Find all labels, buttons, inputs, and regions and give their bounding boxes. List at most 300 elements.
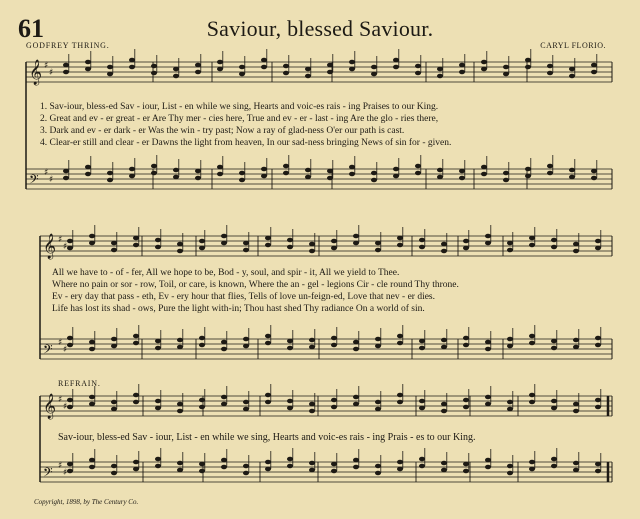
note-head xyxy=(463,398,469,403)
note-head xyxy=(331,336,337,341)
note-head xyxy=(287,245,293,250)
note-head xyxy=(265,467,271,472)
note-head xyxy=(305,175,311,180)
note-head xyxy=(503,65,509,70)
note-head xyxy=(133,400,139,405)
copyright-notice: Copyright, 1898, by The Century Co. xyxy=(34,498,139,506)
sharp-icon: ♯ xyxy=(58,338,63,348)
note-head xyxy=(283,71,289,76)
note-head xyxy=(309,461,315,466)
refrain-label: REFRAIN. xyxy=(58,379,101,388)
note-head xyxy=(261,65,267,70)
note-head xyxy=(397,467,403,472)
note-head xyxy=(283,64,289,69)
note-head xyxy=(133,236,139,241)
note-head xyxy=(485,340,491,345)
note-head xyxy=(195,63,201,68)
note-head xyxy=(243,248,249,253)
note-head xyxy=(309,338,315,343)
note-head xyxy=(507,471,513,476)
note-head xyxy=(397,341,403,346)
note-head xyxy=(265,393,271,398)
note-head xyxy=(111,241,117,246)
note-head xyxy=(507,248,513,253)
treble-clef-icon: 𝄞 xyxy=(43,234,57,259)
note-head xyxy=(419,464,425,469)
note-head xyxy=(595,246,601,251)
note-head xyxy=(155,339,161,344)
note-head xyxy=(529,341,535,346)
note-head xyxy=(133,243,139,248)
note-head xyxy=(287,399,293,404)
sharp-icon: ♯ xyxy=(63,468,68,478)
note-head xyxy=(195,169,201,174)
note-head xyxy=(371,65,377,70)
note-head xyxy=(353,395,359,400)
note-head xyxy=(481,60,487,65)
verse-line-1: 1. Sav-iour, bless-ed Sav - iour, List - en while we sing, Hearts and voic-es rais - ing Praises to our King. xyxy=(40,102,439,112)
note-head xyxy=(437,67,443,72)
note-head xyxy=(199,239,205,244)
note-head xyxy=(463,343,469,348)
sharp-icon: ♯ xyxy=(49,175,54,185)
note-head xyxy=(463,239,469,244)
note-head xyxy=(217,67,223,72)
note-head xyxy=(595,405,601,410)
note-head xyxy=(397,236,403,241)
note-head xyxy=(309,402,315,407)
note-head xyxy=(595,398,601,403)
note-head xyxy=(459,176,465,181)
note-head xyxy=(463,246,469,251)
note-head xyxy=(349,60,355,65)
note-head xyxy=(177,461,183,466)
note-head xyxy=(239,171,245,176)
note-head xyxy=(221,402,227,407)
note-head xyxy=(89,241,95,246)
sharp-icon: ♯ xyxy=(44,168,49,178)
note-head xyxy=(463,336,469,341)
note-head xyxy=(573,242,579,247)
note-head xyxy=(327,169,333,174)
note-head xyxy=(591,70,597,75)
note-head xyxy=(463,462,469,467)
note-head xyxy=(89,340,95,345)
note-head xyxy=(287,464,293,469)
author-credit: GODFREY THRING. xyxy=(26,41,110,50)
note-head xyxy=(331,462,337,467)
note-head xyxy=(375,248,381,253)
verse-line-2-cont: Where no pain or sor - row, Toil, or care, is known, Where the an - gel - legions Cir - cle round Thy throne. xyxy=(52,280,459,290)
note-head xyxy=(287,457,293,462)
note-head xyxy=(261,167,267,172)
note-head xyxy=(419,399,425,404)
note-head xyxy=(173,74,179,79)
note-head xyxy=(331,398,337,403)
note-head xyxy=(67,343,73,348)
note-head xyxy=(85,60,91,65)
note-head xyxy=(547,171,553,176)
note-head xyxy=(327,176,333,181)
note-head xyxy=(525,167,531,172)
note-head xyxy=(591,63,597,68)
note-head xyxy=(287,339,293,344)
note-head xyxy=(507,344,513,349)
note-head xyxy=(309,345,315,350)
note-head xyxy=(155,457,161,462)
note-head xyxy=(89,234,95,239)
note-head xyxy=(89,402,95,407)
note-head xyxy=(195,70,201,75)
note-head xyxy=(485,234,491,239)
note-head xyxy=(67,246,73,251)
sharp-icon: ♯ xyxy=(63,242,68,252)
note-head xyxy=(437,168,443,173)
note-head xyxy=(441,338,447,343)
note-head xyxy=(63,176,69,181)
note-head xyxy=(569,67,575,72)
note-head xyxy=(129,174,135,179)
note-head xyxy=(551,406,557,411)
note-head xyxy=(265,460,271,465)
note-head xyxy=(283,164,289,169)
note-head xyxy=(547,71,553,76)
note-head xyxy=(111,464,117,469)
note-head xyxy=(155,238,161,243)
note-head xyxy=(133,460,139,465)
note-head xyxy=(375,471,381,476)
note-head xyxy=(243,471,249,476)
note-head xyxy=(441,409,447,414)
note-head xyxy=(155,245,161,250)
note-head xyxy=(309,409,315,414)
note-head xyxy=(591,169,597,174)
note-head xyxy=(353,402,359,407)
note-head xyxy=(353,340,359,345)
note-head xyxy=(133,334,139,339)
note-head xyxy=(63,70,69,75)
note-head xyxy=(375,464,381,469)
note-head xyxy=(221,465,227,470)
note-head xyxy=(441,402,447,407)
note-head xyxy=(67,336,73,341)
note-head xyxy=(551,245,557,250)
note-head xyxy=(85,172,91,177)
note-head xyxy=(111,344,117,349)
note-head xyxy=(89,347,95,352)
verse-line-3-cont: Ev - ery day that pass - eth, Ev - ery hour that flies, Tells of love un-feign-ed, Love that nev - er dies. xyxy=(52,292,435,302)
verse-line-1-cont: All we have to - of - fer, All we hope to be, Bod - y, soul, and spir - it, All we yield to Thee. xyxy=(52,268,400,278)
note-head xyxy=(375,400,381,405)
note-head xyxy=(89,458,95,463)
note-head xyxy=(67,405,73,410)
note-head xyxy=(569,74,575,79)
note-head xyxy=(485,402,491,407)
note-head xyxy=(397,400,403,405)
note-head xyxy=(287,406,293,411)
composer-credit: CARYL FLORIO. xyxy=(540,41,606,50)
note-head xyxy=(529,393,535,398)
note-head xyxy=(551,339,557,344)
note-head xyxy=(441,345,447,350)
note-head xyxy=(485,241,491,246)
note-head xyxy=(309,249,315,254)
note-head xyxy=(155,346,161,351)
note-head xyxy=(569,175,575,180)
note-head xyxy=(217,165,223,170)
note-head xyxy=(261,58,267,63)
note-head xyxy=(63,169,69,174)
note-head xyxy=(595,462,601,467)
note-head xyxy=(305,168,311,173)
note-head xyxy=(485,465,491,470)
note-head xyxy=(459,63,465,68)
note-head xyxy=(441,461,447,466)
note-head xyxy=(529,334,535,339)
note-head xyxy=(547,164,553,169)
note-head xyxy=(397,460,403,465)
verse-line-4-cont: Life has lost its shad - ows, Pure the light with-in; Thou hast shed Thy radiance On a world of sin. xyxy=(52,304,425,314)
note-head xyxy=(415,164,421,169)
note-head xyxy=(503,178,509,183)
note-head xyxy=(481,165,487,170)
hymn-title: Saviour, blessed Saviour. xyxy=(206,16,434,41)
note-head xyxy=(199,246,205,251)
bass-clef-icon: 𝄢 xyxy=(43,342,53,360)
note-head xyxy=(107,72,113,77)
note-head xyxy=(111,471,117,476)
note-head xyxy=(243,464,249,469)
note-head xyxy=(485,395,491,400)
note-head xyxy=(85,67,91,72)
note-head xyxy=(481,67,487,72)
note-head xyxy=(151,71,157,76)
note-head xyxy=(349,67,355,72)
note-head xyxy=(239,178,245,183)
note-head xyxy=(217,60,223,65)
hymn-number: 61 xyxy=(18,14,44,43)
note-head xyxy=(177,409,183,414)
note-head xyxy=(419,346,425,351)
note-head xyxy=(287,238,293,243)
note-head xyxy=(507,407,513,412)
note-head xyxy=(485,347,491,352)
note-head xyxy=(481,172,487,177)
note-head xyxy=(261,174,267,179)
note-head xyxy=(177,402,183,407)
note-head xyxy=(375,337,381,342)
note-head xyxy=(239,72,245,77)
note-head xyxy=(437,74,443,79)
note-head xyxy=(397,334,403,339)
note-head xyxy=(353,234,359,239)
note-head xyxy=(133,341,139,346)
sharp-icon: ♯ xyxy=(44,61,49,71)
note-head xyxy=(459,169,465,174)
sharp-icon: ♯ xyxy=(58,235,63,245)
note-head xyxy=(331,343,337,348)
sharp-icon: ♯ xyxy=(63,402,68,412)
note-head xyxy=(463,405,469,410)
note-head xyxy=(63,63,69,68)
note-head xyxy=(569,168,575,173)
note-head xyxy=(129,58,135,63)
sharp-icon: ♯ xyxy=(63,345,68,355)
note-head xyxy=(111,407,117,412)
verse-line-4: 4. Clear-er still and clear - er Dawns the light from heaven, In our sad-ness bringing News of sin for - given. xyxy=(40,138,452,148)
sharp-icon: ♯ xyxy=(49,68,54,78)
note-head xyxy=(525,58,531,63)
note-head xyxy=(551,457,557,462)
note-head xyxy=(573,402,579,407)
note-head xyxy=(353,347,359,352)
note-head xyxy=(547,64,553,69)
note-head xyxy=(265,341,271,346)
note-head xyxy=(529,236,535,241)
note-head xyxy=(221,340,227,345)
note-head xyxy=(441,249,447,254)
note-head xyxy=(177,249,183,254)
note-head xyxy=(371,72,377,77)
note-head xyxy=(573,345,579,350)
verse-line-3: 3. Dark and ev - er dark - er Was the win - try past; Now a ray of glad-ness O'er our path is cast. xyxy=(40,126,405,136)
note-head xyxy=(199,405,205,410)
note-head xyxy=(507,241,513,246)
note-head xyxy=(195,176,201,181)
note-head xyxy=(155,464,161,469)
note-head xyxy=(393,174,399,179)
note-head xyxy=(529,400,535,405)
note-head xyxy=(331,239,337,244)
note-head xyxy=(353,465,359,470)
note-head xyxy=(441,468,447,473)
note-head xyxy=(265,334,271,339)
note-head xyxy=(243,337,249,342)
verse-line-2: 2. Great and ev - er great - er Are Thy mer - cies here, True and ev - er - last - ing Are the glo - ries there, xyxy=(40,114,439,124)
note-head xyxy=(595,343,601,348)
note-head xyxy=(415,71,421,76)
note-head xyxy=(551,399,557,404)
note-head xyxy=(199,398,205,403)
note-head xyxy=(459,70,465,75)
note-head xyxy=(221,395,227,400)
note-head xyxy=(353,458,359,463)
note-head xyxy=(331,246,337,251)
note-head xyxy=(573,409,579,414)
note-head xyxy=(155,406,161,411)
note-head xyxy=(573,338,579,343)
note-head xyxy=(283,171,289,176)
note-head xyxy=(151,171,157,176)
note-head xyxy=(393,167,399,172)
note-head xyxy=(221,458,227,463)
note-head xyxy=(327,63,333,68)
note-head xyxy=(173,168,179,173)
note-head xyxy=(595,469,601,474)
treble-clef-icon: 𝄞 xyxy=(43,394,57,419)
note-head xyxy=(199,469,205,474)
note-head xyxy=(507,337,513,342)
note-head xyxy=(529,243,535,248)
note-head xyxy=(309,242,315,247)
note-head xyxy=(111,248,117,253)
note-head xyxy=(397,243,403,248)
note-head xyxy=(437,175,443,180)
note-head xyxy=(507,464,513,469)
note-head xyxy=(177,345,183,350)
note-head xyxy=(349,172,355,177)
note-head xyxy=(243,400,249,405)
note-head xyxy=(155,399,161,404)
note-head xyxy=(173,175,179,180)
note-head xyxy=(85,165,91,170)
note-head xyxy=(331,405,337,410)
note-head xyxy=(305,67,311,72)
note-head xyxy=(217,172,223,177)
note-head xyxy=(525,174,531,179)
note-head xyxy=(287,346,293,351)
note-head xyxy=(151,164,157,169)
note-head xyxy=(67,469,73,474)
note-head xyxy=(375,344,381,349)
note-head xyxy=(199,336,205,341)
note-head xyxy=(397,393,403,398)
note-head xyxy=(375,407,381,412)
note-head xyxy=(529,460,535,465)
note-head xyxy=(525,65,531,70)
note-head xyxy=(67,239,73,244)
note-head xyxy=(133,467,139,472)
note-head xyxy=(173,67,179,72)
note-head xyxy=(221,241,227,246)
note-head xyxy=(177,338,183,343)
note-head xyxy=(595,239,601,244)
note-head xyxy=(353,241,359,246)
note-head xyxy=(89,465,95,470)
note-head xyxy=(243,241,249,246)
note-head xyxy=(415,171,421,176)
note-head xyxy=(419,339,425,344)
note-head xyxy=(133,393,139,398)
note-head xyxy=(129,167,135,172)
note-head xyxy=(375,241,381,246)
note-head xyxy=(151,64,157,69)
note-head xyxy=(107,178,113,183)
note-head xyxy=(573,468,579,473)
note-head xyxy=(111,337,117,342)
note-head xyxy=(221,234,227,239)
note-head xyxy=(415,64,421,69)
note-head xyxy=(551,346,557,351)
note-head xyxy=(239,65,245,70)
note-head xyxy=(199,462,205,467)
bass-clef-icon: 𝄢 xyxy=(29,172,39,190)
note-head xyxy=(591,176,597,181)
note-head xyxy=(265,236,271,241)
treble-clef-icon: 𝄞 xyxy=(29,60,43,85)
note-head xyxy=(463,469,469,474)
note-head xyxy=(129,65,135,70)
note-head xyxy=(371,178,377,183)
note-head xyxy=(419,245,425,250)
note-head xyxy=(503,171,509,176)
sharp-icon: ♯ xyxy=(58,395,63,405)
note-head xyxy=(305,74,311,79)
note-head xyxy=(67,398,73,403)
note-head xyxy=(393,65,399,70)
note-head xyxy=(573,461,579,466)
note-head xyxy=(89,395,95,400)
